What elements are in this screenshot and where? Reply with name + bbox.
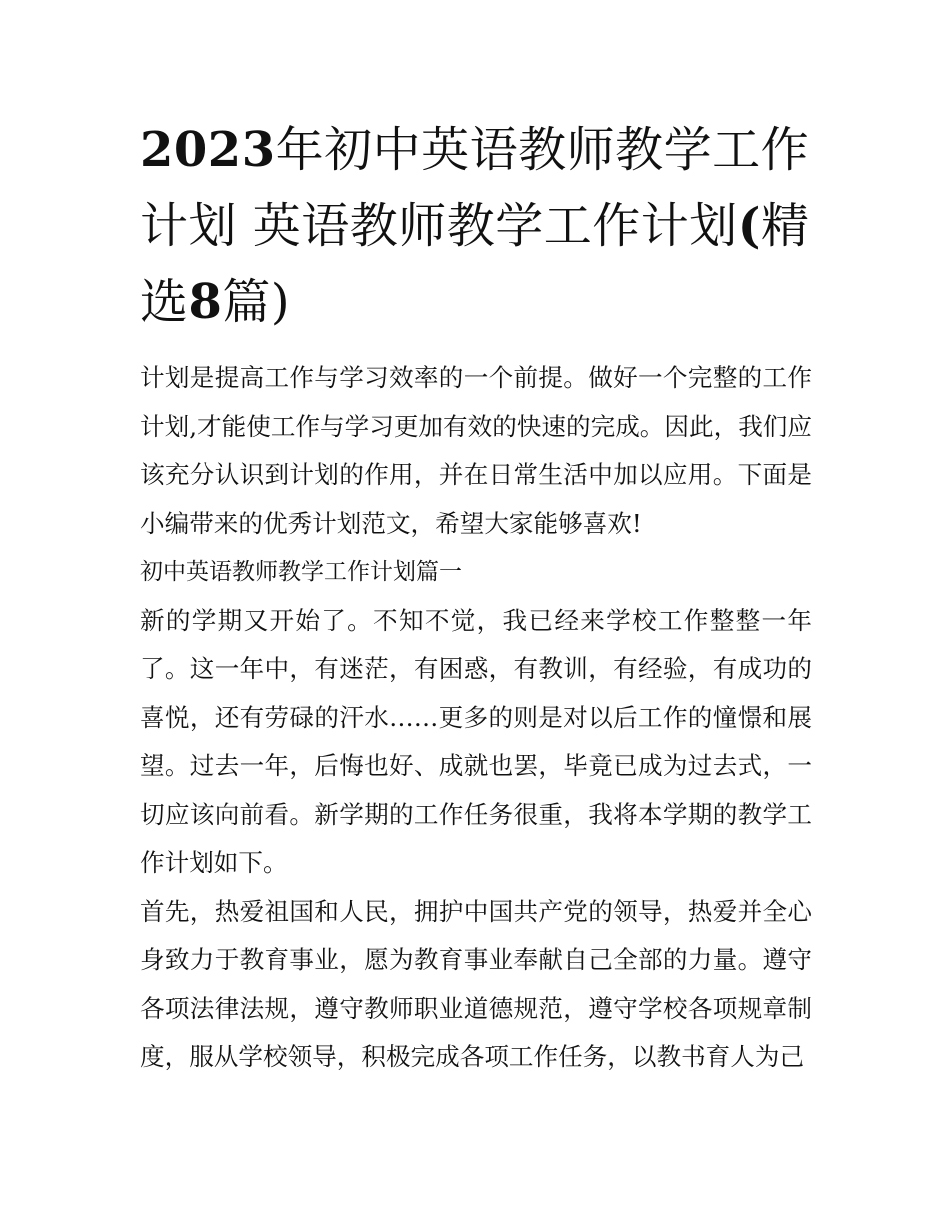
body-paragraph-2: 首先，热爱祖国和人民，拥护中国共产党的领导，热爱并全心身致力于教育事业，愿为教育事业奉献自己全部的力量。遵守各项法律法规，遵守教师职业道德规范，遵守学校各项规章制度，服从学校领导，积极完成各项工作任务，以教书育人为己: [140, 896, 812, 1071]
title-unit-close: 篇): [222, 274, 291, 330]
title-year: 2023: [140, 122, 276, 178]
title-open-paren: (: [737, 198, 761, 254]
title-count: 8: [188, 274, 223, 330]
title-selected: 精选: [140, 198, 810, 330]
body-paragraph-1: 新的学期又开始了。不知不觉，我已经来学校工作整整一年了。这一年中，有迷茫，有困惑，有教训，有经验，有成功的喜悦，还有劳碌的汗水……更多的则是对以后工作的憧憬和展望。过去一年，后悔也好、成就也罢，毕竟已成为过去式，一切应该向前看。新学期的工作任务很重，我将本学期的教学工作计划如下。: [140, 605, 812, 877]
document-title: [140, 112, 812, 340]
title-main: 年初中英语教师教学工作计划 英语教师教学工作计划: [140, 122, 810, 254]
intro-paragraph: 计划是提高工作与学习效率的一个前提。做好一个完整的工作计划,才能使工作与学习更加有效的快速的完成。因此，我们应该充分认识到计划的作用，并在日常生活中加以应用。下面是小编带来的优秀计划范文，希望大家能够喜欢!: [140, 363, 812, 538]
section-heading: 初中英语教师教学工作计划篇一: [140, 559, 462, 585]
document-page: [140, 112, 812, 1082]
